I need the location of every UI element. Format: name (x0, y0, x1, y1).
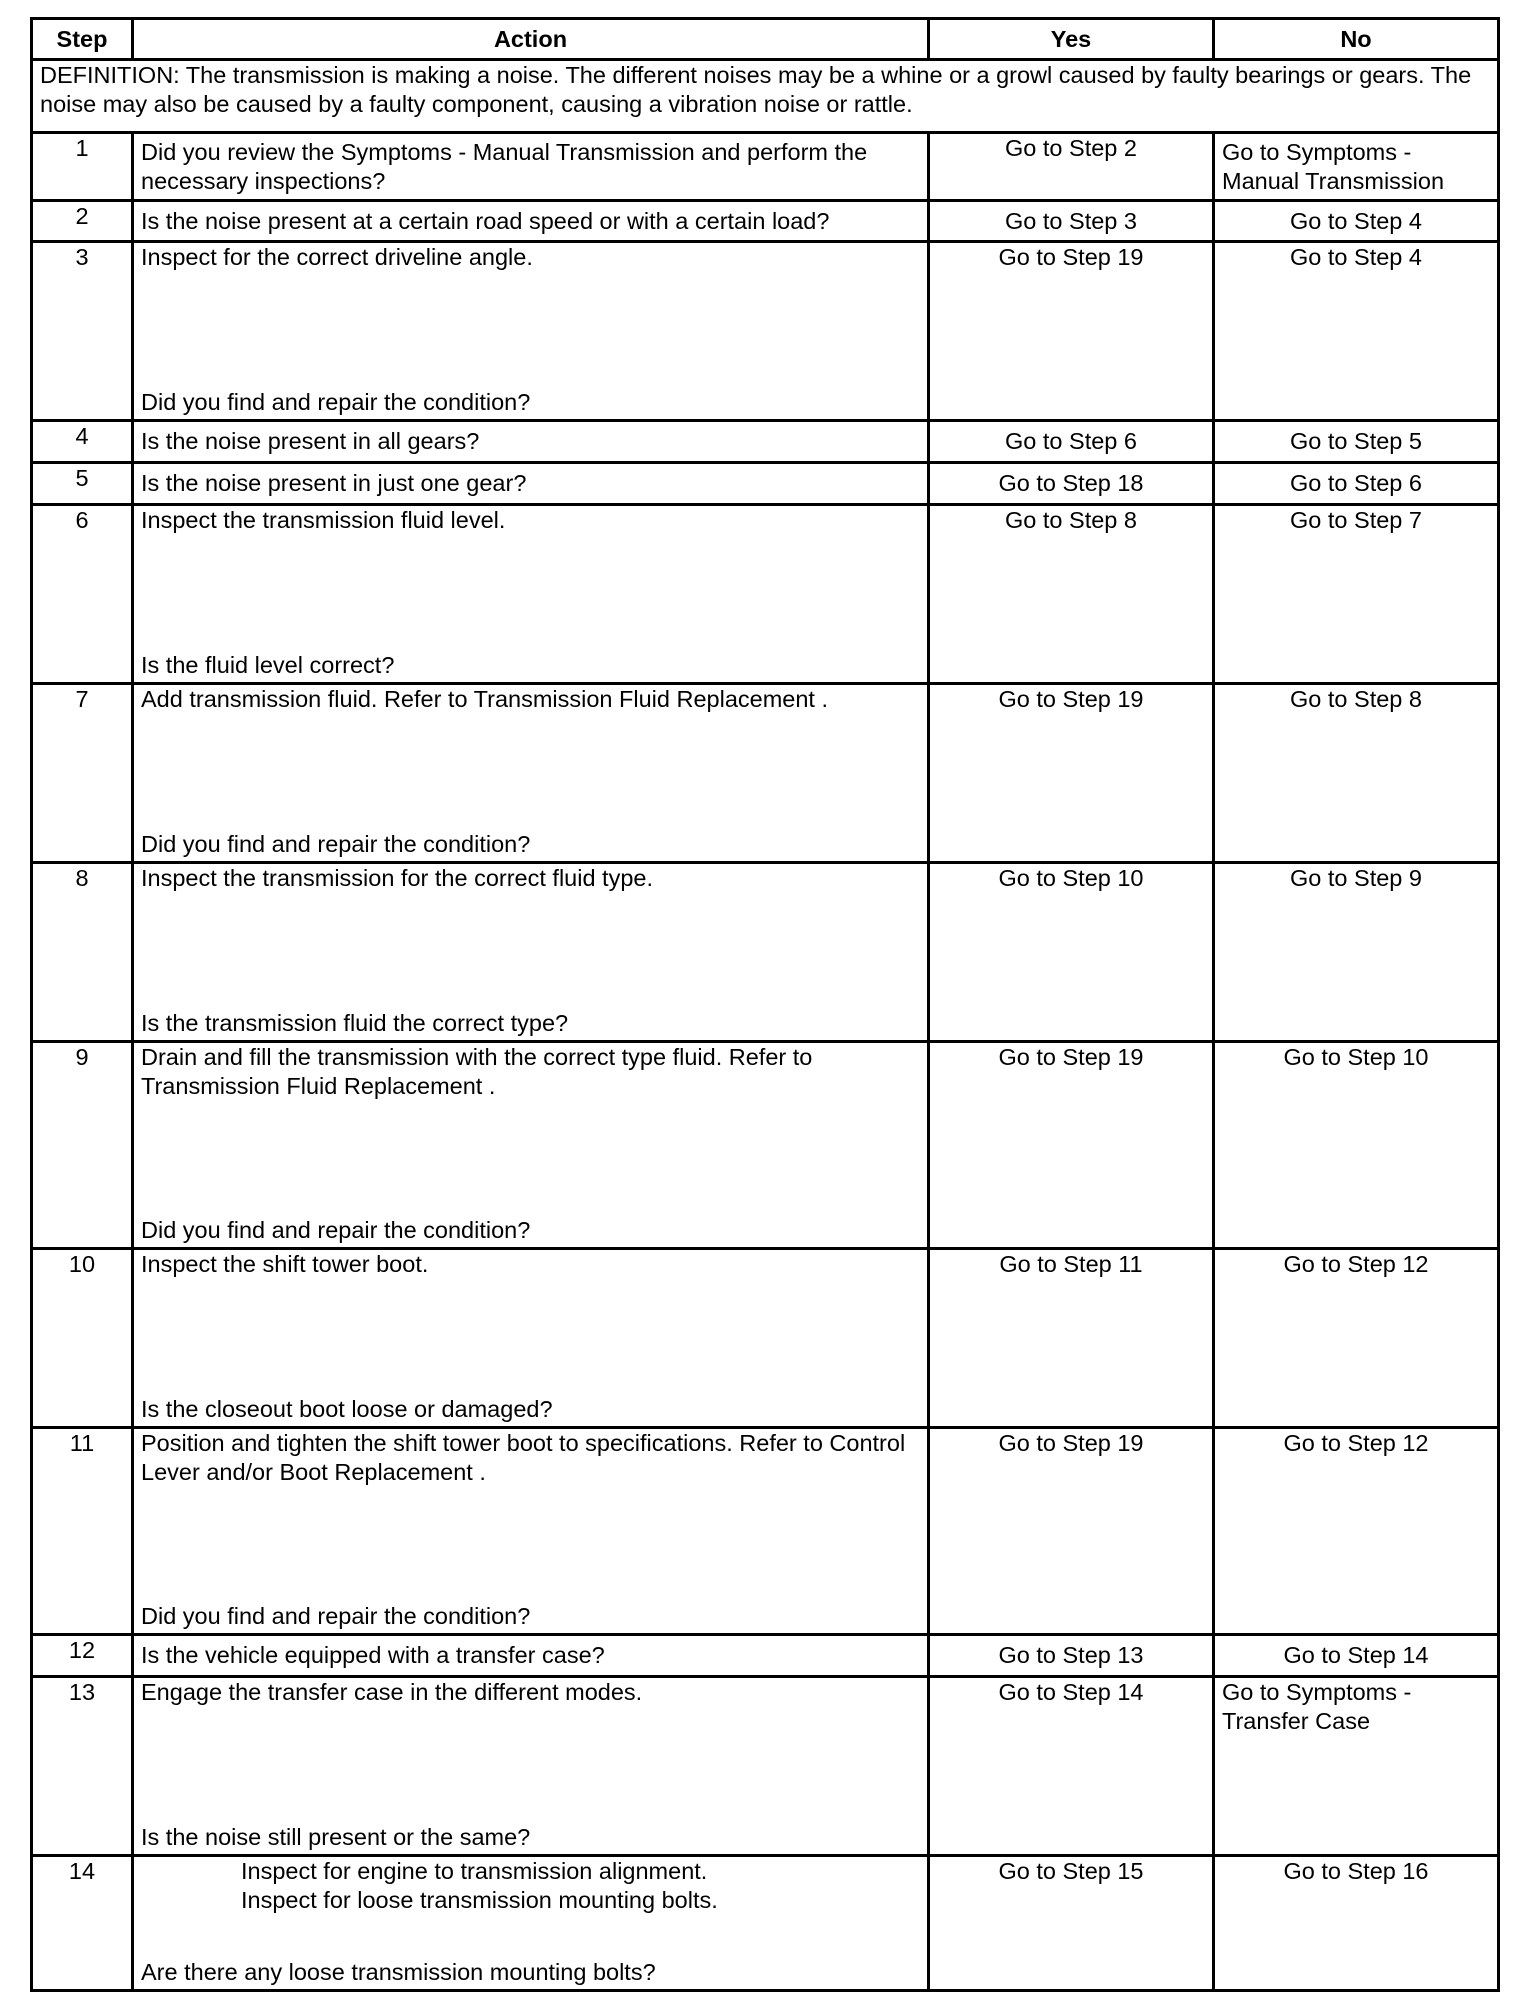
table-row (32, 421, 1499, 463)
action-cell (133, 1856, 929, 1991)
yes-result: Go to Step 19 (929, 1042, 1214, 1249)
table-row (32, 133, 1499, 201)
no-result: Go to Symptoms - Transfer Case (1214, 1677, 1499, 1856)
action-cell (133, 1042, 929, 1249)
yes-result: Go to Step 11 (929, 1249, 1214, 1428)
action-instruction: Inspect for loose transmission mounting bolts. (241, 1887, 718, 1913)
header-action: Action (133, 19, 929, 60)
action-instruction: Engage the transfer case in the different modes. (141, 1679, 643, 1705)
action-cell (133, 242, 929, 421)
action-cell (133, 1677, 929, 1856)
action-instruction: Position and tighten the shift tower boot to specifications. Refer to Control Lever and/or Boot Replacement . (141, 1430, 906, 1485)
yes-result: Go to Step 14 (929, 1677, 1214, 1856)
step-number: 3 (32, 242, 133, 421)
table-row (32, 505, 1499, 684)
yes-result: Go to Step 18 (929, 463, 1214, 505)
action-cell (133, 863, 929, 1042)
table-row (32, 1856, 1499, 1991)
step-number: 11 (32, 1428, 133, 1635)
no-result: Go to Step 14 (1214, 1635, 1499, 1677)
no-result: Go to Step 9 (1214, 863, 1499, 1042)
no-result: Go to Step 6 (1214, 463, 1499, 505)
yes-result: Go to Step 13 (929, 1635, 1214, 1677)
no-result: Go to Step 7 (1214, 505, 1499, 684)
step-number: 2 (32, 201, 133, 242)
action-question: Did you find and repair the condition? (141, 831, 531, 857)
step-number: 1 (32, 133, 133, 201)
yes-result: Go to Step 3 (929, 201, 1214, 242)
step-number: 8 (32, 863, 133, 1042)
action-question: Are there any loose transmission mounting bolts? (141, 1959, 656, 1985)
action-question: Did you find and repair the condition? (141, 1217, 531, 1243)
table-row (32, 1428, 1499, 1635)
step-number: 14 (32, 1856, 133, 1991)
yes-result: Go to Step 19 (929, 242, 1214, 421)
action-question: Did you review the Symptoms - Manual Transmission and perform the necessary inspections? (133, 133, 929, 201)
no-result: Go to Step 4 (1214, 201, 1499, 242)
header-row (32, 19, 1499, 60)
no-result: Go to Step 8 (1214, 684, 1499, 863)
table-row (32, 684, 1499, 863)
yes-result: Go to Step 19 (929, 684, 1214, 863)
action-instruction: Drain and fill the transmission with the correct type fluid. Refer to Transmission Fluid Replacement . (141, 1044, 813, 1099)
action-question: Is the noise present at a certain road speed or with a certain load? (133, 201, 929, 242)
step-number: 10 (32, 1249, 133, 1428)
action-question: Is the fluid level correct? (141, 652, 395, 678)
yes-result: Go to Step 2 (929, 133, 1214, 201)
diagnostic-table (30, 17, 1500, 1992)
action-instruction: Inspect the transmission fluid level. (141, 507, 506, 533)
action-instruction: Inspect the shift tower boot. (141, 1251, 429, 1277)
header-no: No (1214, 19, 1499, 60)
yes-result: Go to Step 6 (929, 421, 1214, 463)
yes-result: Go to Step 10 (929, 863, 1214, 1042)
header-step: Step (32, 19, 133, 60)
action-question: Is the vehicle equipped with a transfer case? (133, 1635, 929, 1677)
table-row (32, 242, 1499, 421)
yes-result: Go to Step 8 (929, 505, 1214, 684)
action-cell (133, 684, 929, 863)
action-cell (133, 1428, 929, 1635)
no-result: Go to Step 12 (1214, 1249, 1499, 1428)
definition-row (32, 60, 1499, 133)
step-number: 7 (32, 684, 133, 863)
action-cell (133, 505, 929, 684)
step-number: 12 (32, 1635, 133, 1677)
action-question: Is the noise still present or the same? (141, 1824, 531, 1850)
action-cell (133, 1249, 929, 1428)
table-row (32, 463, 1499, 505)
table-row (32, 201, 1499, 242)
no-result: Go to Step 10 (1214, 1042, 1499, 1249)
step-number: 6 (32, 505, 133, 684)
step-number: 9 (32, 1042, 133, 1249)
table-row (32, 1249, 1499, 1428)
yes-result: Go to Step 15 (929, 1856, 1214, 1991)
action-instruction: Inspect for engine to transmission alignment. (241, 1858, 708, 1884)
action-question: Is the closeout boot loose or damaged? (141, 1396, 553, 1422)
no-result: Go to Step 4 (1214, 242, 1499, 421)
action-question: Did you find and repair the condition? (141, 389, 531, 415)
header-yes: Yes (929, 19, 1214, 60)
yes-result: Go to Step 19 (929, 1428, 1214, 1635)
action-instruction: Inspect the transmission for the correct fluid type. (141, 865, 654, 891)
action-question: Is the noise present in all gears? (133, 421, 929, 463)
no-result: Go to Step 12 (1214, 1428, 1499, 1635)
no-result: Go to Step 16 (1214, 1856, 1499, 1991)
table-row (32, 863, 1499, 1042)
table-row (32, 1635, 1499, 1677)
table-row (32, 1042, 1499, 1249)
no-result: Go to Symptoms - Manual Transmission (1214, 133, 1499, 201)
action-question: Is the noise present in just one gear? (133, 463, 929, 505)
no-result: Go to Step 5 (1214, 421, 1499, 463)
step-number: 5 (32, 463, 133, 505)
action-question: Is the transmission fluid the correct type? (141, 1010, 569, 1036)
action-instruction: Inspect for the correct driveline angle. (141, 244, 533, 270)
table-row (32, 1677, 1499, 1856)
action-instruction: Add transmission fluid. Refer to Transmission Fluid Replacement . (141, 686, 829, 712)
action-question: Did you find and repair the condition? (141, 1603, 531, 1629)
step-number: 4 (32, 421, 133, 463)
definition-text: DEFINITION: The transmission is making a noise. The different noises may be a whine or a growl caused by faulty bearings or gears. The noise may also be caused by a faulty component, causing a vibration noise or rattle. (32, 60, 1499, 133)
step-number: 13 (32, 1677, 133, 1856)
